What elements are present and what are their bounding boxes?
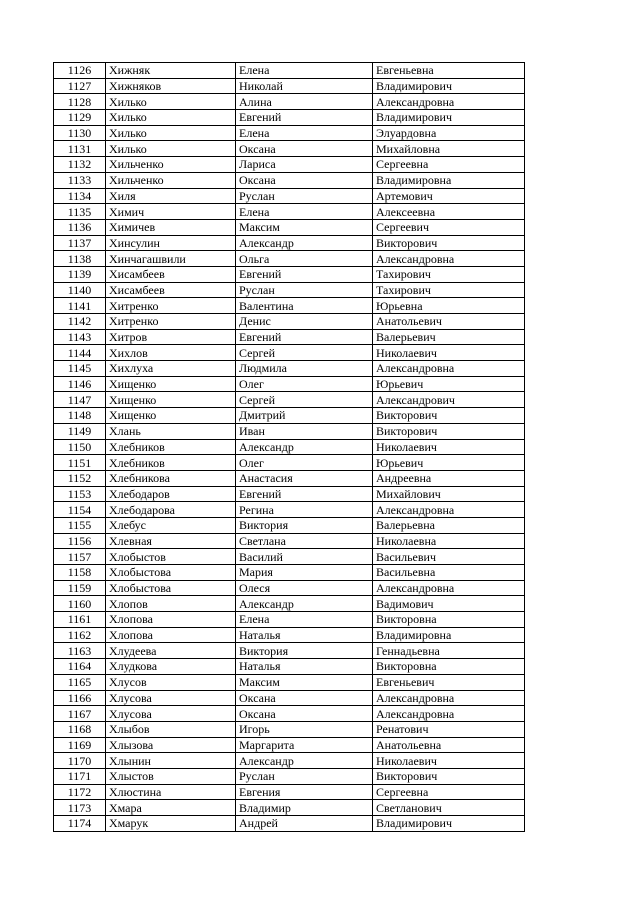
table-row [54,706,525,722]
patronymic-cell: Андреевна [373,470,525,486]
first-name-cell: Андрей [236,816,373,832]
patronymic-cell: Сергеевна [373,157,525,173]
first-name-cell: Лариса [236,157,373,173]
first-name-cell: Руслан [236,188,373,204]
first-name-cell: Олеся [236,580,373,596]
row-number-cell: 1140 [54,282,106,298]
row-number-cell: 1162 [54,627,106,643]
table-row [54,188,525,204]
table-row [54,470,525,486]
patronymic-cell: Юрьевич [373,376,525,392]
row-number-cell: 1155 [54,517,106,533]
patronymic-cell: Александровна [373,361,525,377]
row-number-cell: 1164 [54,659,106,675]
first-name-cell: Олег [236,376,373,392]
first-name-cell: Иван [236,423,373,439]
table-row [54,737,525,753]
patronymic-cell: Валерьевич [373,329,525,345]
patronymic-cell: Александровна [373,94,525,110]
table-row [54,94,525,110]
surname-cell: Хлудкова [106,659,236,675]
table-row [54,172,525,188]
table-row [54,800,525,816]
first-name-cell: Игорь [236,721,373,737]
row-number-cell: 1149 [54,423,106,439]
first-name-cell: Оксана [236,706,373,722]
patronymic-cell: Ренатович [373,721,525,737]
patronymic-cell: Николаевич [373,753,525,769]
first-name-cell: Олег [236,455,373,471]
surname-cell: Хлебодаров [106,486,236,502]
row-number-cell: 1137 [54,235,106,251]
row-number-cell: 1148 [54,408,106,424]
first-name-cell: Николай [236,78,373,94]
row-number-cell: 1172 [54,784,106,800]
row-number-cell: 1132 [54,157,106,173]
patronymic-cell: Владимировна [373,627,525,643]
surname-cell: Хлевная [106,533,236,549]
surname-cell: Хлыбов [106,721,236,737]
row-number-cell: 1129 [54,110,106,126]
table-row [54,235,525,251]
surname-cell: Хлебникова [106,470,236,486]
table-row [54,266,525,282]
table-row [54,125,525,141]
row-number-cell: 1152 [54,470,106,486]
patronymic-cell: Владимирович [373,78,525,94]
row-number-cell: 1165 [54,674,106,690]
row-number-cell: 1166 [54,690,106,706]
surname-cell: Хихлуха [106,361,236,377]
row-number-cell: 1161 [54,612,106,628]
first-name-cell: Максим [236,674,373,690]
surname-cell: Хмара [106,800,236,816]
patronymic-cell: Светланович [373,800,525,816]
first-name-cell: Оксана [236,141,373,157]
patronymic-cell: Александровна [373,706,525,722]
row-number-cell: 1163 [54,643,106,659]
first-name-cell: Руслан [236,282,373,298]
surname-cell: Хлусова [106,706,236,722]
surname-cell: Хитров [106,329,236,345]
patronymic-cell: Михайловна [373,141,525,157]
patronymic-cell: Николаевна [373,533,525,549]
patronymic-cell: Александровна [373,690,525,706]
table-row [54,565,525,581]
row-number-cell: 1134 [54,188,106,204]
table-row [54,612,525,628]
first-name-cell: Мария [236,565,373,581]
row-number-cell: 1151 [54,455,106,471]
surname-cell: Хлюстина [106,784,236,800]
first-name-cell: Евгений [236,329,373,345]
row-number-cell: 1145 [54,361,106,377]
first-name-cell: Руслан [236,768,373,784]
row-number-cell: 1143 [54,329,106,345]
first-name-cell: Василий [236,549,373,565]
row-number-cell: 1131 [54,141,106,157]
first-name-cell: Елена [236,204,373,220]
patronymic-cell: Владимировна [373,172,525,188]
first-name-cell: Евгений [236,110,373,126]
table-row [54,78,525,94]
first-name-cell: Евгений [236,266,373,282]
surname-cell: Хитренко [106,314,236,330]
surname-cell: Хищенко [106,376,236,392]
row-number-cell: 1154 [54,502,106,518]
table-row [54,486,525,502]
first-name-cell: Дмитрий [236,408,373,424]
table-row [54,816,525,832]
patronymic-cell: Викторович [373,768,525,784]
row-number-cell: 1173 [54,800,106,816]
row-number-cell: 1126 [54,63,106,79]
table-row [54,251,525,267]
surname-cell: Хлебус [106,517,236,533]
table-row [54,219,525,235]
surname-cell: Хильченко [106,172,236,188]
table-row [54,455,525,471]
patronymic-cell: Николаевич [373,345,525,361]
table-row [54,376,525,392]
row-number-cell: 1144 [54,345,106,361]
table-row [54,439,525,455]
row-number-cell: 1160 [54,596,106,612]
row-number-cell: 1146 [54,376,106,392]
surname-cell: Хижняк [106,63,236,79]
patronymic-cell: Александровна [373,251,525,267]
first-name-cell: Александр [236,439,373,455]
row-number-cell: 1171 [54,768,106,784]
row-number-cell: 1142 [54,314,106,330]
row-number-cell: 1150 [54,439,106,455]
patronymic-cell: Викторович [373,235,525,251]
row-number-cell: 1130 [54,125,106,141]
table-row [54,141,525,157]
patronymic-cell: Геннадьевна [373,643,525,659]
first-name-cell: Елена [236,63,373,79]
surname-cell: Химичев [106,219,236,235]
surname-cell: Хлебников [106,439,236,455]
table-row [54,361,525,377]
surname-cell: Хлебодарова [106,502,236,518]
table-row [54,517,525,533]
surname-cell: Хлобыстов [106,549,236,565]
first-name-cell: Ольга [236,251,373,267]
surname-cell: Хисамбеев [106,266,236,282]
row-number-cell: 1157 [54,549,106,565]
surname-cell: Хилько [106,94,236,110]
surname-cell: Хильченко [106,157,236,173]
surname-cell: Хихлов [106,345,236,361]
table-row [54,298,525,314]
patronymic-cell: Владимирович [373,110,525,126]
surname-cell: Хлудеева [106,643,236,659]
patronymic-cell: Юрьевич [373,455,525,471]
first-name-cell: Александр [236,753,373,769]
first-name-cell: Елена [236,125,373,141]
first-name-cell: Александр [236,235,373,251]
surname-cell: Хлусова [106,690,236,706]
first-name-cell: Сергей [236,392,373,408]
row-number-cell: 1139 [54,266,106,282]
first-name-cell: Сергей [236,345,373,361]
patronymic-cell: Николаевич [373,439,525,455]
first-name-cell: Оксана [236,172,373,188]
table-row [54,157,525,173]
patronymic-cell: Михайлович [373,486,525,502]
patronymic-cell: Александровна [373,502,525,518]
table-row [54,533,525,549]
patronymic-cell: Тахирович [373,282,525,298]
patronymic-cell: Владимирович [373,816,525,832]
table-row [54,502,525,518]
patronymic-cell: Викторовна [373,612,525,628]
row-number-cell: 1167 [54,706,106,722]
first-name-cell: Александр [236,596,373,612]
patronymic-cell: Викторович [373,423,525,439]
table-row [54,282,525,298]
surname-cell: Хижняков [106,78,236,94]
first-name-cell: Виктория [236,517,373,533]
table-row [54,549,525,565]
surname-cell: Хилько [106,141,236,157]
row-number-cell: 1147 [54,392,106,408]
names-table-body [54,63,525,832]
names-table [53,62,525,832]
row-number-cell: 1141 [54,298,106,314]
patronymic-cell: Александровна [373,580,525,596]
table-row [54,721,525,737]
patronymic-cell: Вадимович [373,596,525,612]
surname-cell: Химич [106,204,236,220]
surname-cell: Хмарук [106,816,236,832]
patronymic-cell: Валерьевна [373,517,525,533]
patronymic-cell: Викторович [373,408,525,424]
row-number-cell: 1135 [54,204,106,220]
first-name-cell: Евгения [236,784,373,800]
table-row [54,204,525,220]
table-row [54,674,525,690]
row-number-cell: 1127 [54,78,106,94]
surname-cell: Хилько [106,110,236,126]
surname-cell: Хилько [106,125,236,141]
table-row [54,753,525,769]
patronymic-cell: Алексеевна [373,204,525,220]
table-row [54,784,525,800]
patronymic-cell: Васильевич [373,549,525,565]
row-number-cell: 1156 [54,533,106,549]
patronymic-cell: Элуардовна [373,125,525,141]
table-row [54,408,525,424]
surname-cell: Хлобыстова [106,580,236,596]
table-row [54,690,525,706]
row-number-cell: 1138 [54,251,106,267]
patronymic-cell: Юрьевна [373,298,525,314]
first-name-cell: Наталья [236,627,373,643]
surname-cell: Хлопова [106,627,236,643]
patronymic-cell: Викторовна [373,659,525,675]
row-number-cell: 1158 [54,565,106,581]
table-row [54,329,525,345]
table-row [54,392,525,408]
row-number-cell: 1136 [54,219,106,235]
row-number-cell: 1133 [54,172,106,188]
surname-cell: Хлобыстова [106,565,236,581]
patronymic-cell: Тахирович [373,266,525,282]
surname-cell: Хищенко [106,408,236,424]
surname-cell: Хлусов [106,674,236,690]
surname-cell: Хинчагашвили [106,251,236,267]
patronymic-cell: Сергеевна [373,784,525,800]
table-row [54,627,525,643]
patronymic-cell: Васильевна [373,565,525,581]
row-number-cell: 1128 [54,94,106,110]
row-number-cell: 1170 [54,753,106,769]
table-row [54,63,525,79]
patronymic-cell: Сергеевич [373,219,525,235]
surname-cell: Хищенко [106,392,236,408]
first-name-cell: Маргарита [236,737,373,753]
surname-cell: Хлызова [106,737,236,753]
row-number-cell: 1159 [54,580,106,596]
surname-cell: Хисамбеев [106,282,236,298]
row-number-cell: 1174 [54,816,106,832]
first-name-cell: Светлана [236,533,373,549]
row-number-cell: 1169 [54,737,106,753]
first-name-cell: Регина [236,502,373,518]
patronymic-cell: Евгеньевич [373,674,525,690]
table-row [54,768,525,784]
surname-cell: Хлынин [106,753,236,769]
surname-cell: Хлопов [106,596,236,612]
patronymic-cell: Александрович [373,392,525,408]
table-row [54,580,525,596]
first-name-cell: Евгений [236,486,373,502]
surname-cell: Хинсулин [106,235,236,251]
surname-cell: Хлыстов [106,768,236,784]
surname-cell: Хлань [106,423,236,439]
table-row [54,643,525,659]
first-name-cell: Алина [236,94,373,110]
patronymic-cell: Анатольевна [373,737,525,753]
patronymic-cell: Анатольевич [373,314,525,330]
surname-cell: Хиля [106,188,236,204]
first-name-cell: Оксана [236,690,373,706]
first-name-cell: Максим [236,219,373,235]
surname-cell: Хитренко [106,298,236,314]
table-row [54,596,525,612]
first-name-cell: Людмила [236,361,373,377]
first-name-cell: Анастасия [236,470,373,486]
first-name-cell: Виктория [236,643,373,659]
first-name-cell: Наталья [236,659,373,675]
surname-cell: Хлопова [106,612,236,628]
first-name-cell: Елена [236,612,373,628]
table-row [54,314,525,330]
row-number-cell: 1153 [54,486,106,502]
first-name-cell: Владимир [236,800,373,816]
patronymic-cell: Артемович [373,188,525,204]
first-name-cell: Валентина [236,298,373,314]
first-name-cell: Денис [236,314,373,330]
table-row [54,423,525,439]
patronymic-cell: Евгеньевна [373,63,525,79]
row-number-cell: 1168 [54,721,106,737]
surname-cell: Хлебников [106,455,236,471]
table-row [54,345,525,361]
table-row [54,110,525,126]
table-row [54,659,525,675]
